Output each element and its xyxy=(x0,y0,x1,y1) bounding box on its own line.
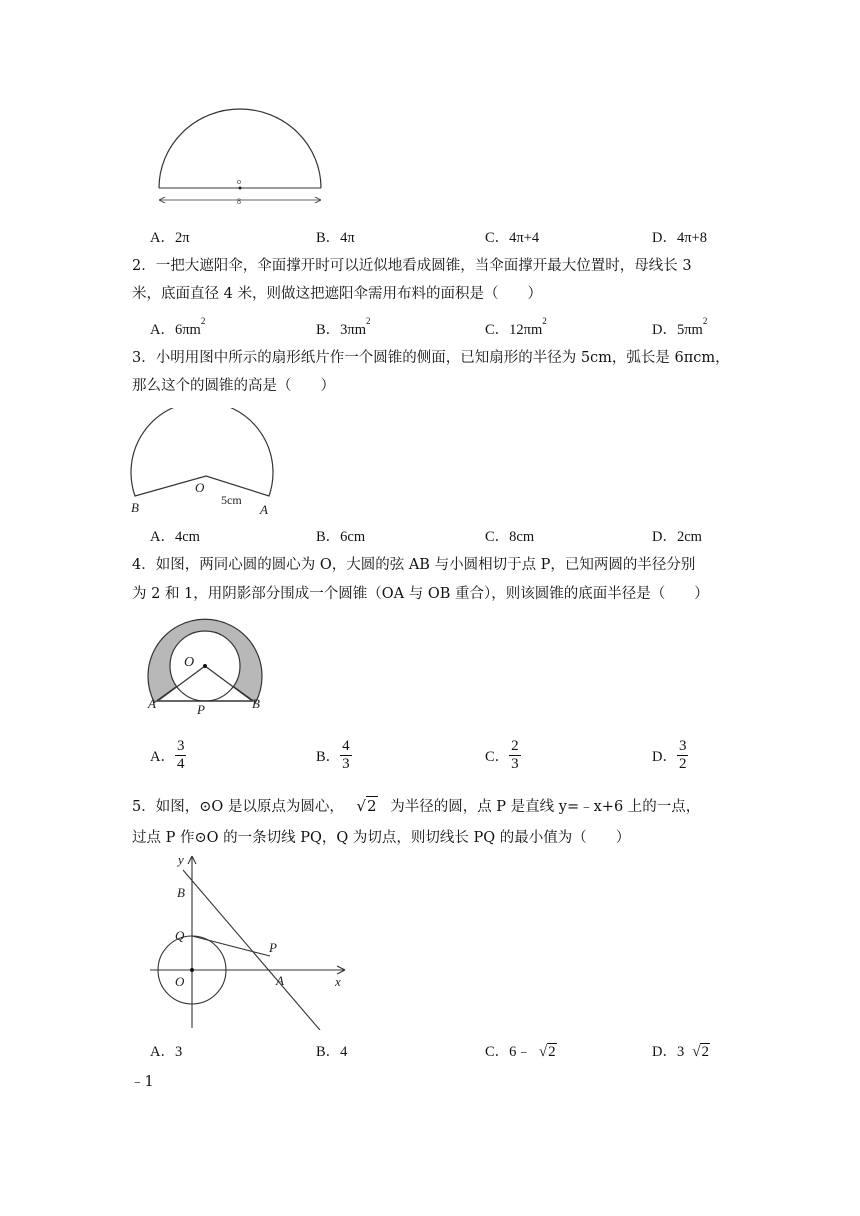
q1-semicircle-figure xyxy=(150,108,330,208)
q2-option-b: B．$3\pi m^2$ xyxy=(316,316,371,338)
q2-text-line2: 米，底面直径 4 米，则做这把遮阳伞需用布料的面积是（ ） xyxy=(132,286,542,302)
q5-option-a: A．3 xyxy=(150,1044,183,1060)
q3-text-line1: 3．小明用图中所示的扇形纸片作一个圆锥的侧面，已知扇形的半径为 5cm，弧长是 6πcm， xyxy=(132,350,730,366)
q4-option-a: A． $\frac{3}{4}$ xyxy=(150,738,185,772)
q3-option-d: D．2cm xyxy=(652,529,702,545)
q1-option-d: D．4π+8 xyxy=(652,230,707,246)
q5-label-x: x xyxy=(335,974,341,989)
q1-diameter-label: 8 xyxy=(237,197,241,206)
q5-option-c: C．6﹣ √2 xyxy=(485,1044,556,1060)
q3-label-o: O xyxy=(195,480,205,495)
q2-option-a: A．$6\pi m^2$ xyxy=(150,316,206,338)
q5-text-line2: 过点 P 作⊙O 的一条切线 PQ，Q 为切点，则切线长 PQ 的最小值为（ ） xyxy=(132,830,631,846)
q4-text-line2: 为 2 和 1，用阴影部分围成一个圆锥（OA 与 OB 重合），则该圆锥的底面半径是（ ） xyxy=(132,586,709,602)
q2-option-c: C．$12\pi m^2$ xyxy=(485,316,547,338)
q5-label-b: B xyxy=(177,885,185,900)
q4-label-p: P xyxy=(197,702,205,717)
q3-label-a: A xyxy=(260,502,268,517)
q3-sector-figure xyxy=(125,408,280,520)
q4-option-d: D． $\frac{3}{2}$ xyxy=(652,738,687,772)
q3-radius-label: 5cm xyxy=(221,493,242,507)
q4-text-line1: 4．如图，两同心圆的圆心为 O，大圆的弦 AB 与小圆相切于点 P，已知两圆的半径分别 xyxy=(132,557,696,573)
q2-option-d: D．$5\pi m^2$ xyxy=(652,316,708,338)
q1-option-c: C．4π+4 xyxy=(485,230,540,246)
q5-option-b: B．4 xyxy=(316,1044,348,1060)
q3-label-b: B xyxy=(131,500,139,515)
q5-text-line1: 5．如图，⊙O 是以原点为圆心， √2 为半径的圆，点 P 是直线 y=﹣x+6 上的一点， xyxy=(132,797,701,815)
q5-label-y: y xyxy=(178,852,184,867)
q3-option-c: C．8cm xyxy=(485,529,535,545)
q2-text-line1: 2．一把大遮阳伞，伞面撑开时可以近似地看成圆锥，当伞面撑开最大位置时，母线长 3 xyxy=(132,258,692,274)
q5-label-p: P xyxy=(269,940,277,955)
q4-option-b: B． $\frac{4}{3}$ xyxy=(316,738,350,772)
q5-sqrt-radius: √2 xyxy=(356,797,377,815)
q3-option-b: B．6cm xyxy=(316,529,366,545)
q4-label-b: B xyxy=(252,696,260,711)
q5-option-d: D．3 √2 xyxy=(652,1044,709,1060)
q4-option-c: C． $\frac{2}{3}$ xyxy=(485,738,519,772)
q3-option-a: A．4cm xyxy=(150,529,200,545)
q4-concentric-circles-figure xyxy=(142,608,272,718)
q4-label-a: A xyxy=(148,696,156,711)
q5-label-a: A xyxy=(276,973,284,988)
q1-option-a: A．2π xyxy=(150,230,190,246)
q1-center-label: o xyxy=(237,177,241,186)
q4-label-o: O xyxy=(184,655,195,670)
q1-option-b: B．4π xyxy=(316,230,355,246)
q5-coordinate-figure xyxy=(145,850,355,1030)
q3-text-line2: 那么这个的圆锥的高是（ ） xyxy=(132,378,335,394)
q5-label-q: Q xyxy=(175,928,185,943)
trailing-text: ﹣1 xyxy=(130,1074,154,1090)
q5-label-o: O xyxy=(175,974,185,989)
